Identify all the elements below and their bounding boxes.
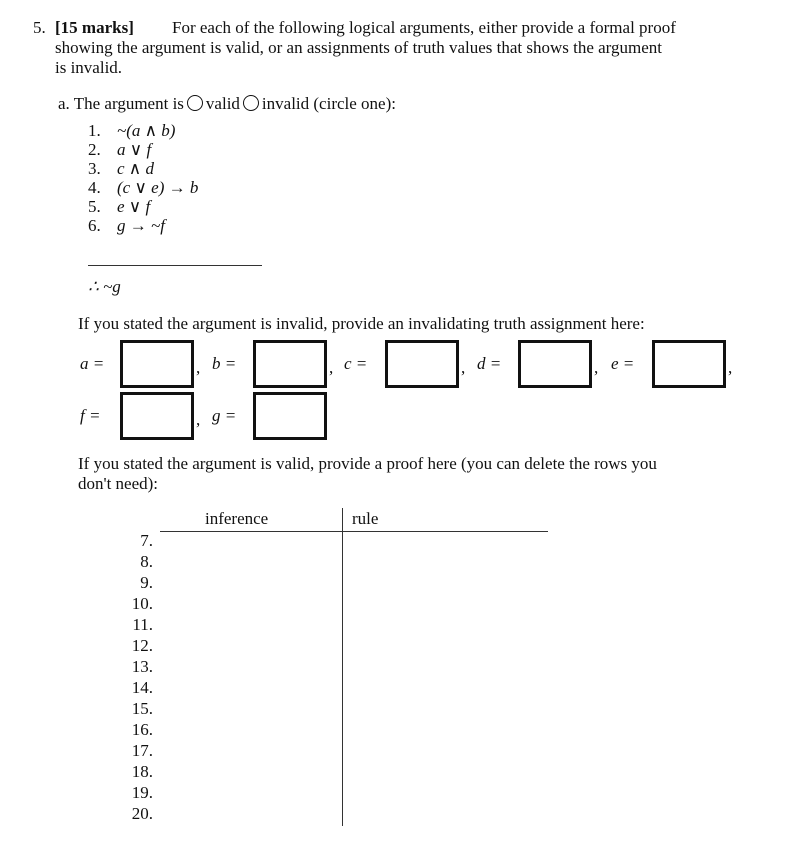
proof-row-number: 8. [140,552,153,571]
truth-value-input[interactable] [385,340,459,388]
variable-label: d = [477,354,502,373]
conclusion: ∴ ~g [88,277,121,296]
invalid-label: invalid [261,94,310,113]
question-number: 5. [33,18,46,37]
premise-expression: g → ~f [117,216,165,235]
proof-row-number: 13. [131,657,153,676]
variable-label: e = [611,354,635,373]
prompt-line-3: is invalid. [55,58,123,77]
truth-value-input[interactable] [253,340,327,388]
truth-value-input[interactable] [518,340,592,388]
premise-number: 6. [88,216,101,235]
premise-number: 4. [88,178,101,197]
part-trail: (circle one): [313,94,396,113]
valid-radio[interactable] [187,95,203,111]
proof-row-number: 17. [131,741,153,760]
premise-expression: c ∧ d [117,159,154,178]
prompt-line-1: For each of the following logical arguments, either provide a formal proof [172,18,676,37]
proof-row-number: 15. [131,699,153,718]
proof-row-number: 16. [131,720,153,739]
premise-expression: a ∨ f [117,140,152,159]
proof-row-number: 12. [131,636,153,655]
part-label: a. [58,94,70,113]
premise-expression: ~(a ∧ b) [117,121,176,140]
conclusion-rule [88,265,262,266]
proof-row-number: 10. [131,594,153,613]
proof-row-number: 14. [131,678,153,697]
header-inference: inference [205,509,269,528]
variable-label: a = [80,354,105,373]
truth-value-input[interactable] [120,392,194,440]
proof-row-number: 19. [131,783,153,802]
question-marks: [15 marks] [55,18,134,37]
proof-row-number: 9. [140,573,153,592]
variable-label: c = [344,354,368,373]
separator-comma: , [728,358,733,377]
invalid-instruction: If you stated the argument is invalid, provide an invalidating truth assignment here: [78,314,645,333]
variable-label: f = [80,406,101,425]
table-header-line [160,531,548,532]
separator-comma: , [196,358,201,377]
header-rule: rule [352,509,379,528]
variable-label: b = [212,354,237,373]
proof-row-number: 11. [132,615,153,634]
separator-comma: , [329,358,334,377]
premise-expression: (c ∨ e) → b [117,178,199,197]
premise-number: 1. [88,121,101,140]
premise-number: 5. [88,197,101,216]
premise-number: 2. [88,140,101,159]
proof-row-number: 18. [131,762,153,781]
proof-row-number: 20. [131,804,153,823]
valid-instruction-1: If you stated the argument is valid, provide a proof here (you can delete the rows you [78,454,657,473]
variable-label: g = [212,406,237,425]
valid-label: valid [205,94,240,113]
truth-value-input[interactable] [652,340,726,388]
part-a-heading [58,94,396,114]
valid-instruction-2: don't need): [78,474,159,493]
separator-comma: , [196,410,201,429]
part-lead: The argument is [73,94,184,113]
separator-comma: , [594,358,599,377]
premise-number: 3. [88,159,101,178]
invalid-radio[interactable] [243,95,259,111]
proof-row-number: 7. [140,531,153,550]
prompt-line-2: showing the argument is valid, or an assignments of truth values that shows the argument [55,38,663,57]
separator-comma: , [461,358,466,377]
truth-value-input[interactable] [120,340,194,388]
truth-value-input[interactable] [253,392,327,440]
table-divider [342,508,343,826]
premise-expression: e ∨ f [117,197,151,216]
